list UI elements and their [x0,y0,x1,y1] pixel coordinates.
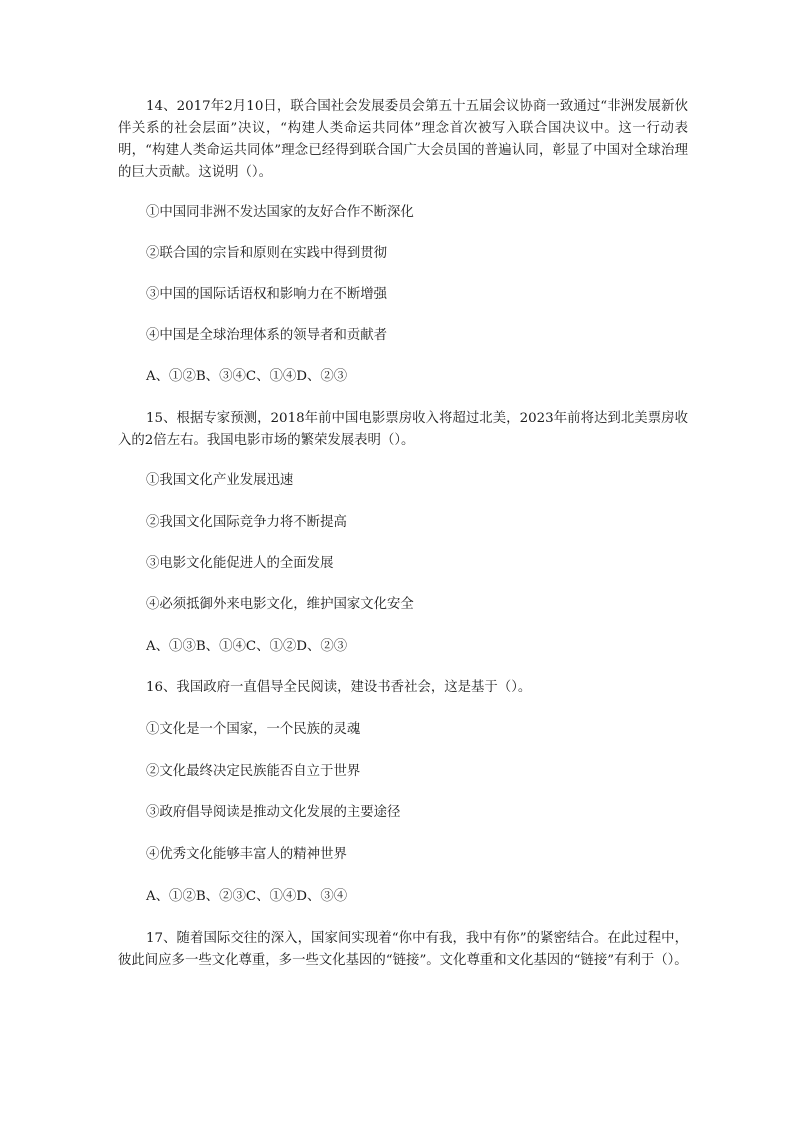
question-15-item-2: ②我国文化国际竞争力将不断提高 [146,515,347,530]
question-15-stem: 15、根据专家预测，2018年前中国电影票房收入将超过北美，2023年前将达到北美票房收入的2倍左右。我国电影市场的繁荣发展表明（）。 [118,411,688,448]
question-16-item-2: ②文化最终决定民族能否自立于世界 [146,764,361,779]
question-16-item-4: ④优秀文化能够丰富人的精神世界 [146,847,347,862]
question-14-item-2: ②联合国的宗旨和原则在实践中得到贯彻 [146,246,388,261]
question-16-item-1: ①文化是一个国家，一个民族的灵魂 [146,722,361,737]
question-14-item-1: ①中国同非洲不发达国家的友好合作不断深化 [146,205,414,220]
question-17-stem: 17、随着国际交往的深入，国家间实现着“你中有我，我中有你”的紧密结合。在此过程中，彼此间应多一些文化尊重，多一些文化基因的“链接”。文化尊重和文化基因的“链接”有利于（）。 [118,931,688,968]
question-16-choices: A、①②B、②③C、①④D、③④ [146,889,348,904]
question-14-item-4: ④中国是全球治理体系的领导者和贡献者 [146,328,388,343]
question-16-stem: 16、我国政府一直倡导全民阅读，建设书香社会，这是基于（）。 [146,680,532,695]
question-15-item-1: ①我国文化产业发展迅速 [146,473,294,488]
question-14-item-3: ③中国的国际话语权和影响力在不断增强 [146,287,388,302]
question-16-item-3: ③政府倡导阅读是推动文化发展的主要途径 [146,805,401,820]
question-15-choices: A、①③B、①④C、①②D、②③ [146,639,348,654]
question-15-item-4: ④必须抵御外来电影文化，维护国家文化安全 [146,597,414,612]
question-14-choices: A、①②B、③④C、①④D、②③ [146,369,348,384]
question-15-item-3: ③电影文化能促进人的全面发展 [146,556,334,571]
question-14-stem: 14、2017年2月10日，联合国社会发展委员会第五十五届会议协商一致通过“非洲发展新伙伴关系的社会层面”决议，“构建人类命运共同体”理念首次被写入联合国决议中。这一行动表明，“构建人类命运共同体”理念已经得到联合国广大会员国的普遍认同，彰显了中国对全球治理的巨大贡献。这说明（）。 [118,99,688,180]
